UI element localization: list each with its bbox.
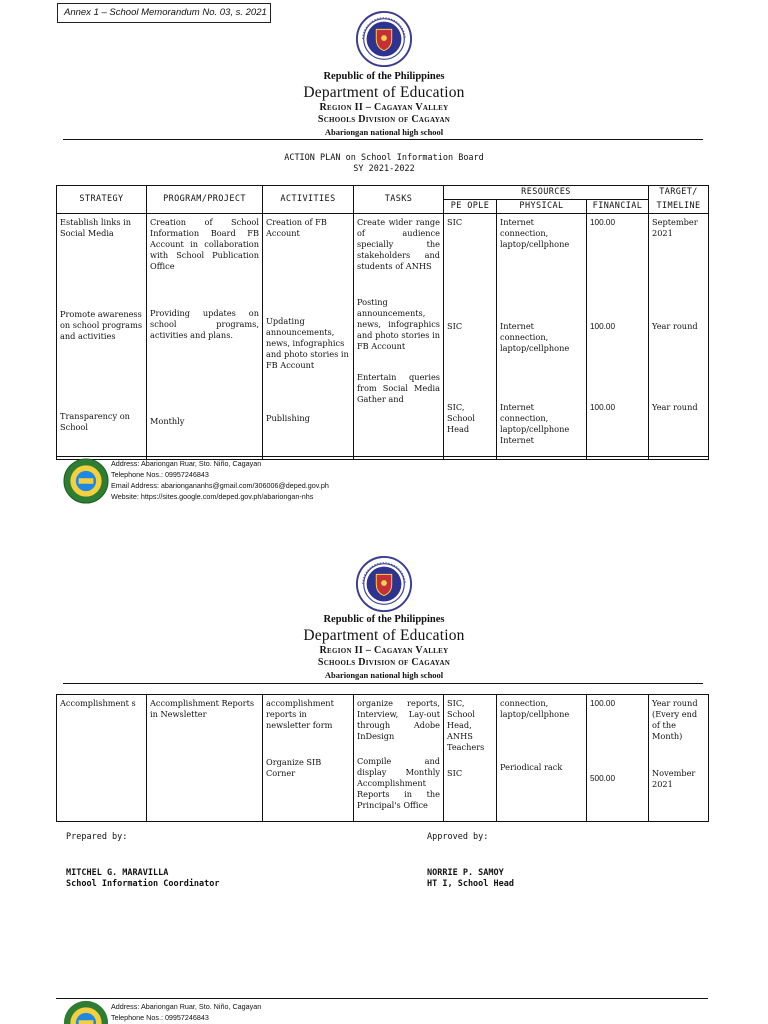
people-text: SIC <box>447 321 463 331</box>
people-text: SIC <box>447 217 463 227</box>
header-people: PE OPLE <box>444 200 497 214</box>
school-name: Abariongan national high school <box>324 670 444 680</box>
table-row <box>57 695 709 822</box>
prepared-by-role: School Information Coordinator <box>66 879 220 889</box>
people-text: SIC, School Head, ANHS Teachers <box>447 698 485 752</box>
financial-cell <box>587 214 649 460</box>
tasks-text: organize reports, Interview, Lay-out through Adobe InDesign <box>357 698 440 741</box>
target-text: September 2021 <box>652 217 698 238</box>
physical-text: Internet connection, laptop/cellphone <box>500 321 570 353</box>
plan-year: SY 2021-2022 <box>353 164 415 174</box>
program-text: Creation of School Information Board FB Account in collaboration with School Publication Office <box>150 217 259 271</box>
people-text: SIC <box>447 768 463 778</box>
target-text: Year round <box>652 402 698 412</box>
tasks-text: Create wider range of audience specially the stakeholders and students of ANHS <box>357 217 440 271</box>
target-text: Year round (Every end of the Month) <box>652 698 698 741</box>
header-tasks: TASKS <box>354 186 444 214</box>
footer-divider <box>56 998 708 999</box>
tasks-text: Entertain queries from Social Media Gather and <box>357 372 440 404</box>
target-cell <box>649 214 709 460</box>
department-title: Department of Education <box>303 627 465 644</box>
financial-text: 100.00 <box>590 699 616 708</box>
footer-telephone: Telephone Nos.: 09957246843 <box>111 1013 209 1022</box>
prepared-by-label: Prepared by: <box>66 832 128 842</box>
header-divider <box>63 683 703 684</box>
division-line: Schools Division of Cagayan <box>317 114 451 125</box>
header-activities: ACTIVITIES <box>263 186 354 214</box>
school-name: Abariongan national high school <box>324 127 444 137</box>
header-physical: PHYSICAL <box>497 200 587 214</box>
program-text: Monthly <box>150 416 185 426</box>
program-cell <box>147 695 263 822</box>
people-cell <box>444 695 497 822</box>
physical-text: Internet connection, laptop/cellphone <box>500 217 570 249</box>
tasks-text: Compile and display Monthly Accomplishment Reports in the Principal's Office <box>357 756 440 810</box>
footer-website: Website: https://sites.google.com/deped.gov.ph/abariongan-nhs <box>111 492 314 501</box>
region-line: Region II – Cagayan Valley <box>319 645 449 656</box>
republic-line: Republic of the Philippines <box>323 614 445 625</box>
department-title: Department of Education <box>303 84 465 101</box>
republic-line: Republic of the Philippines <box>323 71 445 82</box>
annex-label: Annex 1 – School Memorandum No. 03, s. 2021 <box>57 3 271 23</box>
header-divider <box>63 139 703 140</box>
financial-text: 100.00 <box>590 322 616 331</box>
financial-text: 100.00 <box>590 403 616 412</box>
tasks-cell <box>354 214 444 460</box>
activities-cell <box>263 695 354 822</box>
program-text: Providing updates on school programs, activities and plans. <box>150 308 259 340</box>
physical-cell <box>497 214 587 460</box>
physical-text: connection, laptop/cellphone <box>500 698 570 719</box>
target-text: November 2021 <box>652 768 696 789</box>
activities-text: Publishing <box>266 413 310 423</box>
region-line: Region II – Cagayan Valley <box>319 102 449 113</box>
prepared-by-name: MITCHEL G. MARAVILLA <box>66 868 169 878</box>
tasks-text: Posting announcements, news, infographics and photo stories in FB Account <box>357 297 440 351</box>
people-text: SIC, School Head <box>447 402 475 434</box>
target-cell <box>649 695 709 822</box>
strategy-text: Accomplishment s <box>60 698 136 708</box>
activities-text: Creation of FB Account <box>266 217 327 238</box>
approved-by-name: NORRIE P. SAMOY <box>427 868 504 878</box>
activities-text: accomplishment reports in newsletter form <box>266 698 334 730</box>
tasks-cell <box>354 695 444 822</box>
school-logo-icon <box>63 1000 109 1024</box>
footer-telephone: Telephone Nos.: 09957246843 <box>111 470 209 479</box>
division-line: Schools Division of Cagayan <box>317 657 451 668</box>
action-plan-table-continued <box>56 694 709 822</box>
footer-divider <box>56 456 708 457</box>
approved-by-label: Approved by: <box>427 832 489 842</box>
physical-text: Periodical rack <box>500 762 563 772</box>
deped-seal-icon <box>355 555 413 613</box>
physical-text: Internet connection, laptop/cellphone Internet <box>500 402 570 445</box>
activities-text: Organize SIB Corner <box>266 757 322 778</box>
physical-cell <box>497 695 587 822</box>
footer-address: Address: Abariongan Ruar, Sto. Niño, Cagayan <box>111 459 262 468</box>
target-text: Year round <box>652 321 698 331</box>
header-program: PROGRAM/PROJECT <box>147 186 263 214</box>
activities-text: Updating announcements, news, infographics and photo stories in FB Account <box>266 316 349 370</box>
header-resources: RESOURCES <box>444 186 649 200</box>
table-row <box>57 214 709 460</box>
strategy-text: Transparency on School <box>60 411 130 432</box>
header-target: TARGET/ <box>649 186 709 200</box>
program-text: Accomplishment Reports in Newsletter <box>150 698 255 719</box>
people-cell <box>444 214 497 460</box>
school-logo-icon <box>63 458 109 504</box>
financial-text: 100.00 <box>590 218 616 227</box>
program-cell <box>147 214 263 460</box>
footer-email: Email Address: abariongananhs@gmail.com/306006@deped.gov.ph <box>111 481 329 490</box>
approved-by-role: HT I, School Head <box>427 879 514 889</box>
deped-seal-icon <box>355 10 413 68</box>
header-strategy: STRATEGY <box>57 186 147 214</box>
header-financial: FINANCIAL <box>587 200 649 214</box>
financial-text: 500.00 <box>590 774 616 783</box>
action-plan-table <box>56 185 709 460</box>
header-timeline: TIMELINE <box>649 200 709 214</box>
strategy-cell <box>57 695 147 822</box>
strategy-text: Promote awareness on school programs and activities <box>60 309 143 341</box>
footer-address: Address: Abariongan Ruar, Sto. Niño, Cagayan <box>111 1002 262 1011</box>
activities-cell <box>263 214 354 460</box>
strategy-cell <box>57 214 147 460</box>
financial-cell <box>587 695 649 822</box>
strategy-text: Establish links in Social Media <box>60 217 132 238</box>
plan-title: ACTION PLAN on School Information Board <box>284 153 484 163</box>
